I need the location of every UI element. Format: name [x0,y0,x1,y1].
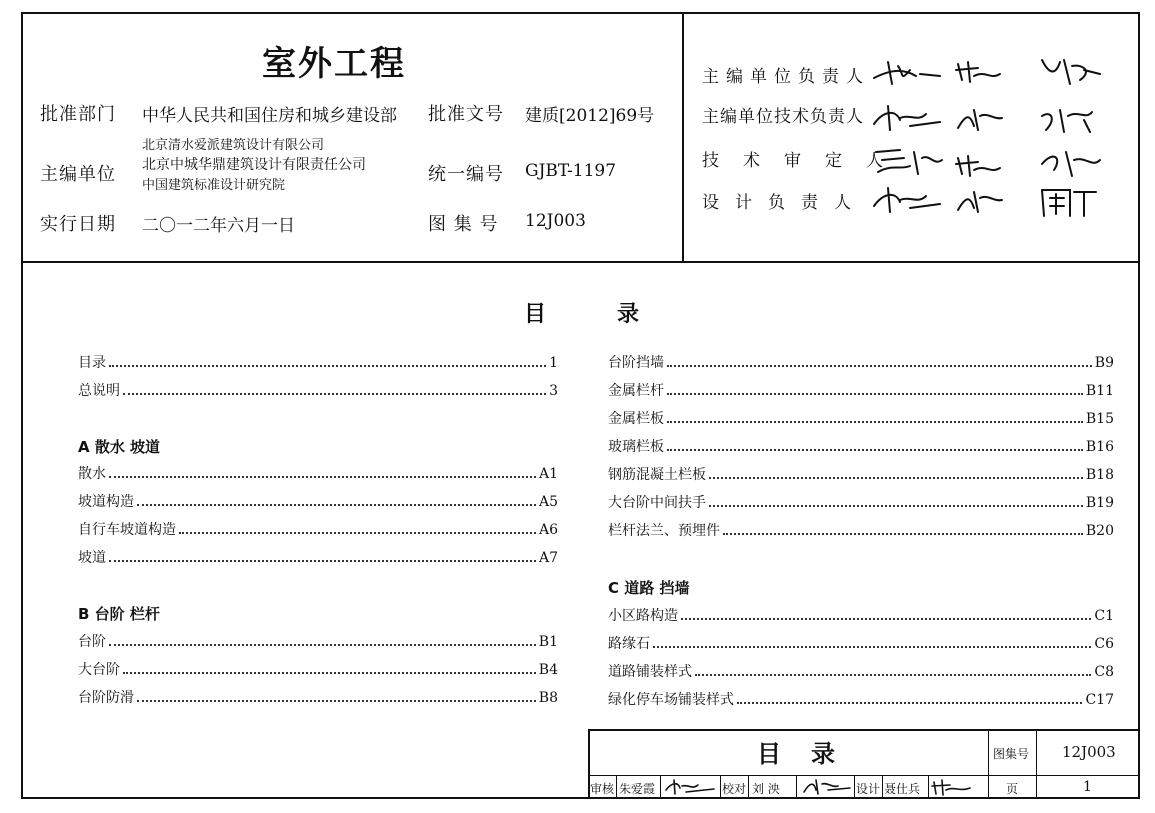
toc-item-c17[interactable]: 绿化停车场铺装样式 C17 [608,692,1114,708]
toc-section-a: A 散水 坡道 [78,438,161,456]
design-name: 聂仕兵 [884,782,921,796]
toc-item-a1[interactable]: 散水 A1 [78,466,558,482]
atlas-no-label: 图 集 号 [428,214,499,235]
role-tech-reviewer: 技术审定人 [702,151,907,171]
toc-item-b15[interactable]: 金属栏板 B15 [608,411,1114,427]
toc-section-c: C 道路 挡墙 [608,579,690,597]
role-unit-head: 主编单位负责人 [702,67,870,87]
header-divider [682,12,684,262]
titleblock-name-left: 目 [757,740,781,768]
unified-no-label: 统一编号 [428,164,504,185]
approval-dept-label: 批准部门 [40,104,116,125]
toc-item-b1[interactable]: 台阶 B1 [78,634,558,650]
toc-item-c8[interactable]: 道路铺装样式 C8 [608,664,1114,680]
toc-section-b: B 台阶 栏杆 [78,605,160,623]
approval-doc-value: 建质[2012]69号 [525,106,655,126]
toc-item-b19[interactable]: 大台阶中间扶手 B19 [608,495,1114,511]
approval-dept-value: 中华人民共和国住房和城乡建设部 [142,106,397,126]
review-label: 审核 [590,782,615,796]
review-name: 朱爱霞 [619,782,656,796]
toc-item-a6[interactable]: 自行车坡道构造 A6 [78,522,558,538]
toc-item-b18[interactable]: 钢筋混凝土栏板 B18 [608,467,1114,483]
atlas-no-value: 12J003 [525,211,586,231]
effective-date-value: 二〇一二年六月一日 [142,216,295,236]
effective-date-label: 实行日期 [40,214,116,235]
toc-item-b20[interactable]: 栏杆法兰、预埋件 B20 [608,523,1114,539]
role-design-head: 设计负责人 [702,193,867,213]
toc-item-b4[interactable]: 大台阶 B4 [78,662,558,678]
toc-item-b9[interactable]: 台阶挡墙 B9 [608,355,1114,371]
page-cell-value: 1 [1083,779,1092,795]
atlas-no-cell-value: 12J003 [1062,743,1116,761]
titleblock-top-line [588,729,1140,731]
page-cell-label: 页 [1006,782,1019,796]
check-label: 校对 [722,782,747,796]
toc-item-b16[interactable]: 玻璃栏板 B16 [608,439,1114,455]
chief-editor-label: 主编单位 [40,164,116,185]
unified-no-value: GJBT-1197 [525,161,617,181]
toc-item-a7[interactable]: 坡道 A7 [78,550,558,566]
toc-item-a5[interactable]: 坡道构造 A5 [78,494,558,510]
atlas-no-cell-label: 图集号 [993,747,1030,761]
chief-editor-line-3: 中国建筑标准设计研究院 [142,178,286,193]
check-name: 刘 泱 [752,782,780,796]
toc-item-contents[interactable]: 目录 1 [78,355,558,371]
toc-title-right: 录 [617,302,640,327]
toc-item-b11[interactable]: 金属栏杆 B11 [608,383,1114,399]
toc-item-general[interactable]: 总说明 3 [78,383,558,399]
chief-editor-line-1: 北京清水爱派建筑设计有限公司 [142,138,325,153]
header-bottom-line [21,261,1140,263]
toc-title-left: 目 [524,302,547,327]
toc-item-c6[interactable]: 路缘石 C6 [608,636,1114,652]
toc-item-c1[interactable]: 小区路构造 C1 [608,608,1114,624]
toc-item-b8[interactable]: 台阶防滑 B8 [78,690,558,706]
titleblock-v2 [1036,729,1037,799]
approval-doc-label: 批准文号 [428,104,504,125]
tb-sig-v1 [616,775,617,799]
role-unit-tech-head: 主编单位技术负责人 [702,107,864,127]
design-label: 设计 [856,782,881,796]
chief-editor-line-2: 北京中城华鼎建筑设计有限责任公司 [142,157,366,173]
titleblock-name-right: 录 [811,740,835,768]
atlas-title: 室外工程 [262,44,406,84]
titleblock-signatures [660,776,990,799]
signature-block [870,40,1130,225]
